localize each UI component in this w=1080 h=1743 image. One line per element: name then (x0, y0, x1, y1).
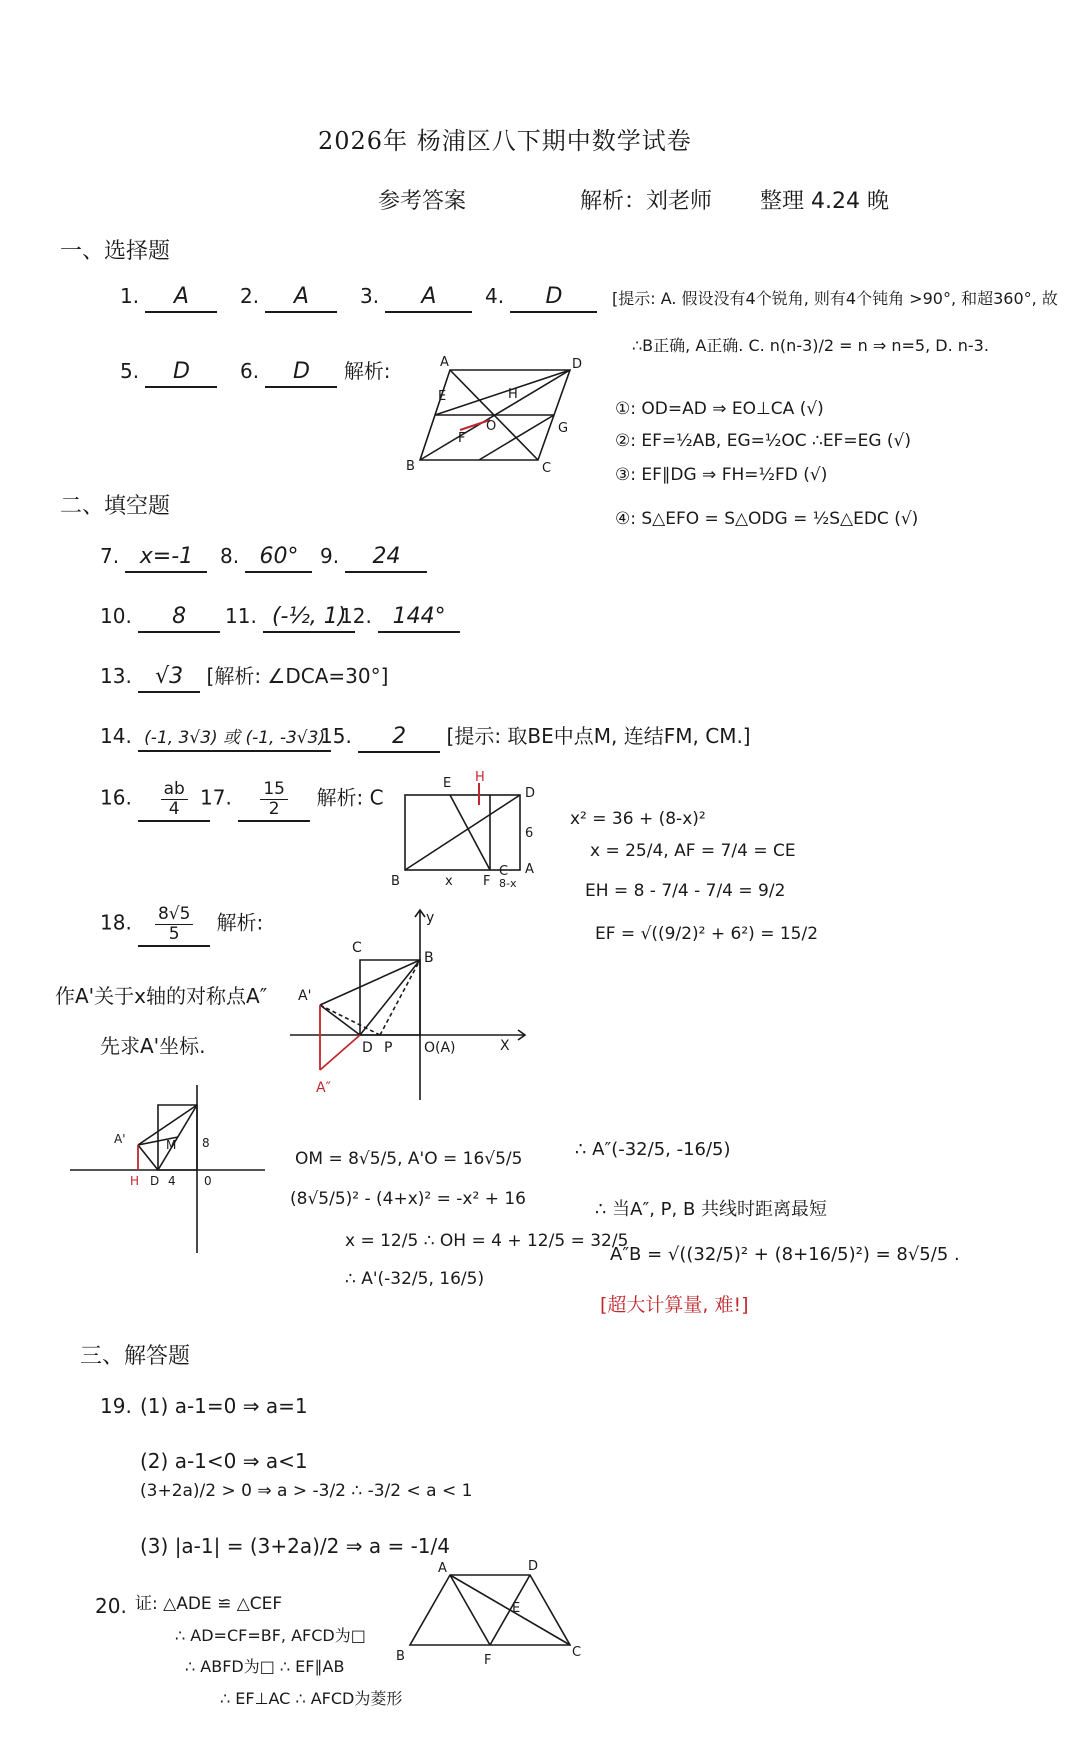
q8-number: 8. (220, 544, 240, 568)
q2-answer: A (265, 285, 337, 313)
fig18-label-B: B (424, 950, 434, 966)
fig17-label-H: H (475, 770, 485, 785)
q20-number: 20. (95, 1594, 127, 1618)
q18-work-left-4: ∴ A'(-32/5, 16/5) (345, 1269, 485, 1289)
q15-number: 15. (320, 724, 352, 748)
q18-work-left-1: OM = 8√5/5, A'O = 16√5/5 (295, 1149, 523, 1169)
q8 (220, 545, 312, 573)
q20-line-4: ∴ EF⊥AC ∴ AFCD为菱形 (220, 1689, 403, 1708)
analysis-author: 解析：刘老师 (580, 189, 713, 214)
q6-number: 6. (240, 359, 260, 383)
collated-date: 整理 4.24 晚 (760, 189, 889, 214)
q3-answer: A (385, 285, 472, 313)
fig20-label-A: A (438, 1561, 447, 1576)
q18-note: 解析: (216, 910, 264, 935)
fig18-label-X: X (500, 1038, 510, 1054)
q18-answer-den: 5 (168, 923, 180, 944)
q7 (100, 545, 207, 573)
q18-note-1: 作A'关于x轴的对称点A″ (55, 984, 268, 1008)
q17-answer-den: 2 (268, 798, 280, 819)
q19-line-4: (3) |a-1| = (3+2a)/2 ⇒ a = -1/4 (140, 1534, 450, 1558)
q17-work-1: x² = 36 + (8-x)² (570, 809, 706, 829)
q5-answer: D (145, 360, 217, 388)
q5-number: 5. (120, 359, 140, 383)
q14 (100, 725, 331, 752)
q11-number: 11. (225, 604, 257, 628)
q17-number: 17. (200, 785, 232, 810)
q13-note: [解析: ∠DCA=30°] (206, 664, 389, 688)
q18-warning: [超大计算量, 难!] (600, 1294, 749, 1316)
fig18b-label-H: H (130, 1174, 140, 1188)
q16-answer-den: 4 (168, 798, 180, 819)
q18-answer-num: 8√5 (155, 905, 193, 925)
q18-work-right-1: ∴ A″(-32/5, -16/5) (575, 1139, 731, 1160)
fig17-label-A: A (525, 862, 534, 877)
figure-q20-trapezoid (396, 1559, 600, 1670)
q4-answer: D (510, 285, 597, 313)
q20-line-2: ∴ AD=CF=BF, AFCD为□ (175, 1626, 366, 1645)
q18-work-right-3: A″B = √((32/5)² + (8+16/5)²) = 8√5/5 . (610, 1244, 960, 1265)
q6-step-2: ②: EF=½AB, EG=½OC ∴EF=EG (√) (615, 431, 911, 451)
fig18-label-P: P (384, 1040, 393, 1056)
fig20-label-E: E (512, 1601, 521, 1616)
q3 (360, 285, 472, 313)
page-title: 2026年 杨浦区八下期中数学试卷 (318, 127, 692, 155)
fig17-label-8x: 8-x (499, 877, 517, 890)
q16-answer (161, 780, 188, 818)
q10-answer: 8 (138, 605, 220, 633)
q8-answer: 60° (245, 545, 312, 573)
q15-note: [提示: 取BE中点M, 连结FM, CM.] (446, 724, 751, 748)
figure-q17-rectangle (391, 770, 545, 890)
fig18-label-A2: A″ (316, 1080, 331, 1096)
q19-line-2: (2) a-1<0 ⇒ a<1 (140, 1449, 308, 1473)
fig17-label-F: F (483, 874, 491, 889)
fig18-label-Y: y (426, 910, 435, 926)
q5 (120, 360, 217, 388)
fig20-label-B: B (396, 1649, 405, 1664)
fig18-label-A1: A' (298, 988, 312, 1004)
q17-work-2: x = 25/4, AF = 7/4 = CE (590, 841, 796, 861)
q4 (485, 285, 597, 313)
fig6-label-C: C (542, 461, 552, 476)
q2 (240, 285, 337, 313)
q4-number: 4. (485, 284, 505, 308)
q19-line-3: (3+2a)/2 > 0 ⇒ a > -3/2 ∴ -3/2 < a < 1 (140, 1481, 473, 1501)
q20-line-3: ∴ ABFD为□ ∴ EF∥AB (185, 1657, 345, 1676)
q4-hint-line2: ∴B正确, A正确. C. n(n-3)/2 = n ⇒ n=5, D. n-3. (632, 336, 989, 355)
q14-number: 14. (100, 724, 132, 748)
q17-answer-num: 15 (260, 780, 288, 800)
fig18b-label-D: D (150, 1174, 160, 1188)
q16 (100, 780, 210, 822)
q1-answer: A (145, 285, 217, 313)
q10 (100, 605, 220, 633)
fig18-label-C: C (352, 940, 362, 956)
fig6-label-A: A (440, 355, 449, 370)
q2-number: 2. (240, 284, 260, 308)
fig17-label-x: x (445, 874, 453, 889)
q6 (240, 360, 391, 388)
q15 (320, 725, 751, 753)
fig17-label-E: E (443, 776, 452, 791)
fig18-label-O: O(A) (424, 1040, 456, 1056)
q13-number: 13. (100, 664, 132, 688)
section3-title: 三、解答题 (80, 1344, 191, 1369)
section1-title: 一、选择题 (60, 239, 171, 264)
fig6-label-B: B (406, 459, 415, 474)
q10-number: 10. (100, 604, 132, 628)
q7-number: 7. (100, 544, 120, 568)
figure-q18-coordinate (290, 910, 530, 1110)
q6-step-3: ③: EF∥DG ⇒ FH=½FD (√) (615, 465, 828, 485)
fig18-label-D: D (362, 1040, 373, 1056)
figure-q18-auxiliary (70, 1085, 270, 1255)
q1-number: 1. (120, 284, 140, 308)
fig18b-label-M: M (166, 1138, 177, 1152)
q6-step-4: ④: S△EFO = S△ODG = ½S△EDC (√) (615, 509, 919, 529)
q6-answer: D (265, 360, 337, 388)
q9-answer: 24 (345, 545, 427, 573)
fig17-label-C: C (499, 864, 509, 879)
q18-work-left-3: x = 12/5 ∴ OH = 4 + 12/5 = 32/5 (345, 1231, 629, 1251)
q17-work-4: EF = √((9/2)² + 6²) = 15/2 (595, 924, 819, 944)
q17-note: 解析: C (316, 785, 384, 810)
q1 (120, 285, 217, 313)
q11 (225, 605, 355, 633)
q14-answer: (-1, 3√3) 或 (-1, -3√3) (138, 729, 331, 752)
fig6-label-D: D (572, 357, 583, 372)
fig17-label-B: B (391, 874, 400, 889)
q17-answer (260, 780, 288, 818)
q18-work-left-2: (8√5/5)² - (4+x)² = -x² + 16 (290, 1189, 526, 1209)
section2-title: 二、填空题 (60, 494, 171, 519)
q12-number: 12. (340, 604, 372, 628)
figure-q6-parallelogram (406, 355, 583, 476)
q9 (320, 545, 427, 573)
q4-hint-line1: [提示: A. 假设没有4个锐角, 则有4个钝角 >90°, 和超360°, 故 (612, 289, 1058, 308)
q18-note-2: 先求A'坐标. (100, 1034, 206, 1058)
fig18b-label-4: 4 (168, 1174, 176, 1188)
q18-work-right-2: ∴ 当A″, P, B 共线时距离最短 (595, 1199, 828, 1220)
fig6-label-E: E (438, 389, 447, 404)
fig20-label-F: F (484, 1653, 492, 1668)
q12 (340, 605, 460, 633)
answer-label: 参考答案 (378, 189, 467, 214)
q3-number: 3. (360, 284, 380, 308)
fig6-label-G: G (558, 421, 569, 436)
fig17-label-D: D (525, 786, 536, 801)
q19-number: 19. (100, 1394, 132, 1418)
q13-answer: √3 (138, 665, 200, 693)
q9-number: 9. (320, 544, 340, 568)
q18-number: 18. (100, 910, 132, 935)
q13 (100, 665, 388, 693)
q6-analysis-label: 解析: (343, 359, 391, 383)
q7-answer: x=-1 (125, 545, 207, 573)
fig6-label-H: H (508, 387, 518, 402)
fig18b-label-O: 0 (204, 1174, 212, 1188)
fig18b-label-A1: A' (114, 1132, 126, 1146)
fig18b-label-8: 8 (202, 1136, 210, 1150)
q16-number: 16. (100, 785, 132, 810)
q6-step-1: ①: OD=AD ⇒ EO⊥CA (√) (615, 399, 824, 419)
q19-line-1: (1) a-1=0 ⇒ a=1 (140, 1394, 308, 1418)
q12-answer: 144° (378, 605, 460, 633)
fig6-label-F: F (458, 431, 466, 446)
q18 (100, 905, 263, 947)
q16-answer-num: ab (161, 780, 188, 800)
fig17-label-6: 6 (525, 826, 534, 841)
q17-work-3: EH = 8 - 7/4 - 7/4 = 9/2 (585, 881, 786, 901)
q11-answer: (-½, 1) (263, 605, 355, 633)
fig20-label-D: D (528, 1559, 539, 1574)
q17 (200, 780, 384, 822)
q15-answer: 2 (358, 725, 440, 753)
q20-line-1: 证: △ADE ≌ △CEF (135, 1594, 283, 1614)
fig6-label-O: O (486, 419, 497, 434)
fig20-label-C: C (572, 1645, 582, 1660)
q18-answer (155, 905, 193, 943)
